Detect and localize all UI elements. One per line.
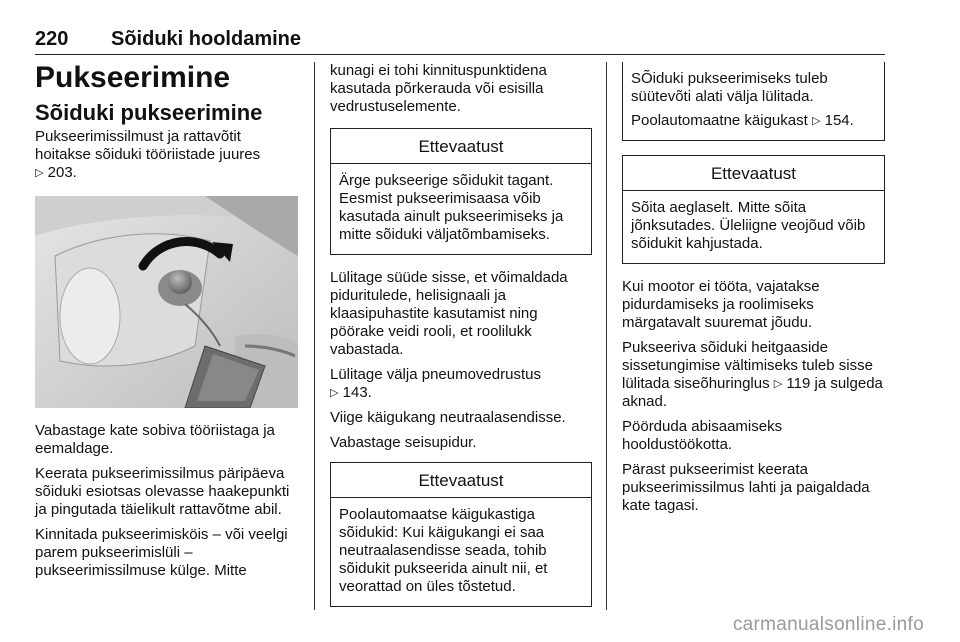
paragraph: Vabastage kate sobiva tööriistaga ja eemaldage. [35,422,275,457]
warning-title: Ettevaatust [331,129,591,164]
column-divider [314,62,315,610]
reference-arrow-icon: ▷ [811,115,821,127]
column-divider [606,62,607,610]
warning-box [622,155,885,264]
towing-eye-illustration [35,196,298,408]
paragraph: Kinnitada pukseerimisköis – või veelgi parem pukseerimislüli – pukseerimissilmuse külge. Mitte [35,526,288,579]
reference-arrow-icon: ▷ [35,167,44,179]
warning-text: Ärge pukseerige sõidukit tagant. Eesmist pukseerimisaasa võib kasutada ainult pukseerimiseks ja mitte sõiduki väljatõmbamiseks. [339,172,564,243]
paragraph: Kui mootor ei tööta, vajatakse pidurdamiseks ja roolimiseks märgatavalt suuremat jõudu. [622,278,820,331]
watermark: carmanualsonline.info [732,614,924,635]
warning-text: Sõita aeglaselt. Mitte sõita jõnksutades. Üleliigne veojõud võib sõidukit kahjustada. [631,199,866,252]
warning-box [330,462,592,607]
bumper-cover-illustration [35,196,298,408]
page-reference[interactable]: ▷ 143. [330,384,372,401]
page-number: 220 [35,28,69,50]
paragraph: kunagi ei tohi kinnituspunktidena kasutada põrkerauda või esisilla vedrustuselemente. [330,62,547,115]
page-reference[interactable]: ▷ 154. [811,112,854,129]
page-reference[interactable]: ▷ 119 [773,375,811,392]
warning-text: Poolautomaatne käigukast ▷ 154. [631,112,854,129]
paragraph: Pöörduda abisaamiseks hooldustöökotta. [622,418,783,453]
reference-arrow-icon: ▷ [330,387,339,399]
paragraph: Keerata pukseerimissilmus päripäeva sõiduki esiotsas olevasse haakepunkti ja pingutada täielikult rattavõtme abil. [35,465,290,518]
intro-paragraph [35,128,300,182]
subsection-heading: Sõiduki pukseerimine [35,100,263,125]
paragraph: Lülitage välja pneumovedrustus ▷ 143. [330,366,541,401]
warning-text: SÕiduki pukseerimiseks tuleb süütevõti alati välja lülitada. [631,70,828,105]
paragraph: Pukseeriva sõiduki heitgaaside sissetungimise vältimiseks tuleb sisse lülitada siseõhuringlus ▷ 119 ja sulgeda aknad. [622,339,883,410]
warning-box [330,128,592,255]
section-heading: Pukseerimine [35,61,231,94]
warning-box-continued [622,62,885,141]
warning-title: Ettevaatust [331,463,591,498]
page-reference[interactable]: ▷ 203. [35,164,77,181]
intro-text: Pukseerimissilmust ja rattavõtit hoitakse sõiduki tööriistade juures [35,128,261,163]
column-1 [35,62,300,587]
paragraph: Pärast pukseerimist keerata pukseerimissilmus lahti ja paigaldada kate tagasi. [622,461,870,514]
column-3 [622,62,885,522]
reference-arrow-icon: ▷ [773,378,783,390]
column-2 [330,62,592,621]
paragraph: Viige käigukang neutraalasendisse. [330,409,566,426]
page-header [35,26,885,55]
page-title: Sõiduki hooldamine [111,28,302,50]
warning-title: Ettevaatust [623,156,884,191]
paragraph: Lülitage süüde sisse, et võimaldada piduritulede, helisignaali ja klaasipuhastite kasutamist ning pöörake veidi rooli, et roolilukk vabastada. [330,269,568,358]
paragraph: Vabastage seisupidur. [330,434,477,451]
warning-text: Poolautomaatse käigukastiga sõidukid: Kui käigukangi ei saa neutraalasendisse seada, tohib sõidukit pukseerida ainult nii, et veorattad on üles tõstetud. [339,506,548,595]
